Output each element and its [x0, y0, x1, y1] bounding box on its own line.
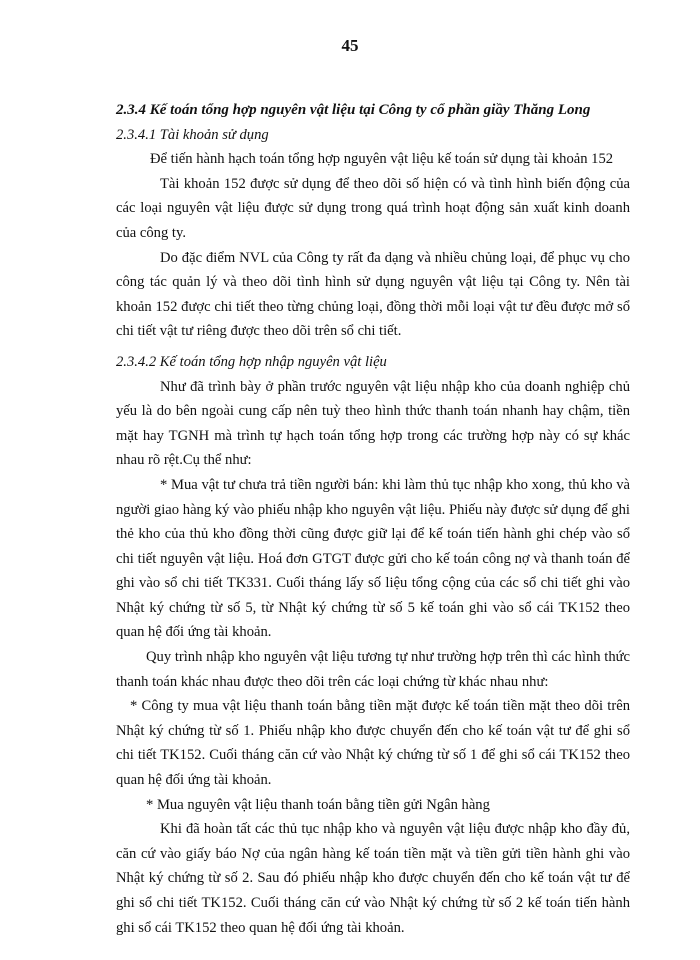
paragraph-purchase-bank-heading: * Mua nguyên vật liệu thanh toán bằng tiền gửi Ngân hàng	[146, 796, 490, 813]
paragraph-process-similar: Quy trình nhập kho nguyên vật liệu tương tự như trường hợp trên thì các hình thức thanh toán khác nhau được theo dõi trên các loại chứng từ khác nhau như:	[116, 649, 630, 690]
paragraph-nvl-characteristics: Do đặc điểm NVL của Công ty rất đa dạng và nhiều chủng loại, để phục vụ cho công tác quản lý và theo dõi tình hình sử dụng nguyên vật liệu tại Công ty. Nên tài khoản 152 được chi tiết theo từng chủng loại, đồng thời mỗi loại vật tư đều được mở sổ chi tiết vật tư riêng được theo dõi trên sổ chi tiết.	[116, 249, 630, 340]
section-heading-2-3-4: 2.3.4 Kế toán tổng hợp nguyên vật liệu tại Công ty cổ phần giầy Thăng Long	[116, 102, 591, 118]
paragraph-account-used: Để tiến hành hạch toán tổng hợp nguyên vật liệu kế toán sử dụng tài khoản 152	[150, 151, 614, 168]
paragraph-purchase-unpaid: * Mua vật tư chưa trả tiền người bán: khi làm thủ tục nhập kho xong, thủ kho và người giao hàng ký vào phiếu nhập kho nguyên vật liệu. Phiếu này được sử dụng để ghi thẻ kho của thủ kho đồng thời cũng được giữ lại để kế toán tiến hành ghi chép vào sổ chi tiết nguyên vật liệu. Hoá đơn GTGT được gửi cho kế toán công nợ và thanh toán để ghi vào sổ chi tiết TK331. Cuối tháng lấy số liệu tổng cộng của các sổ chi tiết ghi vào Nhật ký chứng từ số 5, từ Nhật ký chứng từ số 5 kế toán ghi vào sổ cái TK152 theo quan hệ đối ứng tài khoản.	[116, 476, 630, 641]
subsection-heading-2-3-4-2: 2.3.4.2 Kế toán tổng hợp nhập nguyên vật liệu	[116, 353, 387, 370]
paragraph-account-152-description: Tài khoản 152 được sử dụng để theo dõi số hiện có và tình hình biến động của các loại nguyên vật liệu được sử dụng trong quá trình hoạt động sản xuất kinh doanh của công ty.	[116, 175, 630, 241]
page-number: 45	[341, 36, 359, 55]
paragraph-purchase-cash: * Công ty mua vật liệu thanh toán bằng tiền mặt được kế toán tiền mặt theo dõi trên Nhật ký chứng từ số 1. Phiếu nhập kho được chuyển đến cho kế toán vật tư để ghi sổ chi tiết TK152. Cuối tháng căn cứ vào Nhật ký chứng từ số 1 để ghi sổ cái TK152 theo quan hệ đối ứng tài khoản.	[116, 698, 630, 789]
subsection-heading-2-3-4-1: 2.3.4.1 Tài khoản sử dụng	[116, 126, 269, 143]
paragraph-import-intro: Như đã trình bày ở phần trước nguyên vật liệu nhập kho của doanh nghiệp chủ yếu là do bên ngoài cung cấp nên tuỳ theo hình thức thanh toán nhanh hay chậm, tiền mặt hay TGNH mà trình tự hạch toán tổng hợp trong các trường hợp này có sự khác nhau rõ rệt.Cụ thể như:	[116, 378, 630, 469]
paragraph-purchase-bank-detail: Khi đã hoàn tất các thủ tục nhập kho và nguyên vật liệu được nhập kho đầy đủ, căn cứ vào giấy báo Nợ của ngân hàng kế toán tiền mặt và tiền gửi tiền hành ghi vào Nhật ký chứng từ số 2. Sau đó phiếu nhập kho được chuyển đến cho kế toán vật tư để ghi sổ chi tiết TK152. Cuối tháng căn cứ vào Nhật ký chứng từ số 2 kế toán tiến hành ghi sổ cái TK152 theo quan hệ đối ứng tài khoản.	[116, 821, 630, 936]
document-body	[116, 98, 630, 940]
